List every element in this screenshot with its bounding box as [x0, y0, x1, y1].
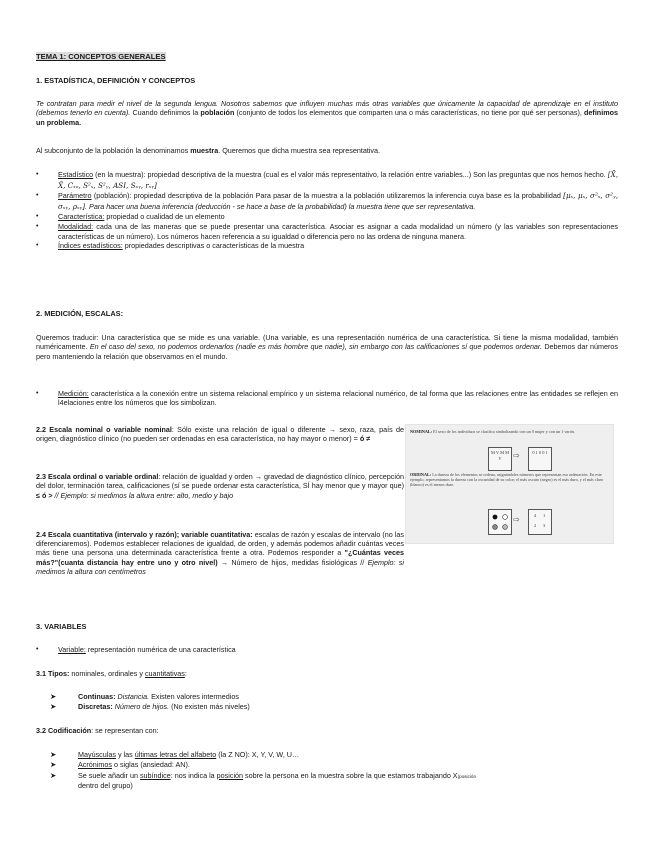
section-3-heading: 3. VARIABLES [36, 622, 87, 631]
figure-nominal-caption: NOMINAL: El sexo de los individuos se clasifica simbolizando con un 0 mujer y con un 1 varón. [410, 429, 575, 434]
list-item: • Modalidad: cada una de las maneras que se puede presentar una característica. Asociar es asignar a cada modalidad un número (y las variables son representaciones características de un número). Los números hacen referencia a su igualdad o diferencia pero no las ordena de ninguna manera. [36, 221, 618, 241]
figure-ordinal-caption: ORDINAL: La dureza de los elementos se ordena, asignándoles números que representan esa ordenación. En este ejemplo, representamos la dureza con la oscuridad de su color; el más oscuro (negro) es el más duro, y el más claro (blanco) es el menos duro. [410, 472, 604, 487]
scales-figure [405, 424, 614, 544]
quantitative-scale-paragraph-start: 2.4 Escala cuantitativa (intervalo y razón); variable cuantitativa: escalas de razón y escalas de intervalo (no las diferenciaremos). Podemos establecer relaciones de igualdad, de orden, y además podemos añadir cuántas veces más tiene una persona una determinada característica frente a otra. Podemos responder a "¿Cuántas veces más?"(cuanta distancia hay entre uno y otro nivel) → Número de hijos, medidas fisiológicas // Ejemplo: si medimos la altura con centímetros [36, 530, 404, 576]
muestra-paragraph: Al subconjunto de la población la denominamos muestra. Queremos que dicha muestra sea representativa. [36, 146, 381, 155]
arrow-bullet-icon: ➤ [50, 750, 57, 759]
coding-line: 3.2 Codificación: se representan con: [36, 726, 159, 735]
types-list [36, 692, 618, 713]
list-item: • Estadístico (en la muestra): propiedad descriptiva de la muestra (cual es el valor más representativo, la relación entre variables...) Son las preguntas que nos hemos hecho. [X̄, X̃, Cₓₒ, S²ₓ, S²ᵧ, ASI, Sₓᵧ, rₓᵧ] [36, 170, 618, 190]
intro-paragraph: Te contratan para medir el nivel de la segunda lengua. Nosotros sabemos que influyen muchas más otras variables que únicamente la capacidad de aprendizaje en el instituto (debemos tenerlo en cuenta). Cuando definimos la población (conjunto de todos los elementos que comparten una o más características, no tiene por qué ser personas), definimos un problema. [36, 99, 618, 127]
ordinal-value: 4 [534, 513, 537, 518]
list-item: ➤ Acrónimos o siglas (ansiedad: AN). [50, 760, 190, 770]
list-item: • Característica: propiedad o cualidad de un elemento [36, 212, 225, 222]
ordinal-scale-paragraph: 2.3 Escala ordinal o variable ordinal: relación de igualdad y orden → gravedad de diagnóstico clínico, percepción del dolor, terminación tarea, calificaciones (sí se puede ordenar esta característica, SÍ hay menor que y mayor que) ≤ ó > // Ejemplo: si medimos la altura entre: alto, medio y bajo [36, 472, 404, 500]
figure-nominal-right-box: 0 1 0 0 1 [528, 447, 552, 471]
hardness-dots-icon [489, 510, 511, 534]
concepts-list [36, 170, 618, 251]
list-item: • Parámetro (población): propiedad descriptiva de la población Para pasar de la muestra a la población utilizaremos la inferencia cuya base es la probabilidad [μₓ, μₓ, σ²ₓ, σ²ᵧ, σₓᵧ, ρₓᵧ]. Para hacer una buena inferencia (deducción - se hace a base de la probabilidad) la muestra tiene que ser representativa. [36, 191, 619, 211]
list-item: • Medición: característica a la conexión entre un sistema relacional empírico y un sistema relacional numérico, de tal forma que las relaciones entre las entidades se reflejen en l4elaciones entre los números que los simbolizan. [36, 389, 618, 408]
nominal-scale-paragraph: 2.2 Escala nominal o variable nominal: Sólo existe una relación de igual o diferente → sexo, raza, país de origen, diagnóstico clínico (no pueden ser ordenadas en esa característica, no hay mayor o menor) = ó ≠ [36, 425, 404, 444]
arrow-bullet-icon: ➤ [50, 692, 57, 701]
variables-list [36, 645, 618, 654]
arrow-right-icon: ⇨ [513, 451, 520, 460]
list-item: ➤ Mayúsculas y las últimas letras del alfabeto (la Z NO): X, Y, V, W, U… [50, 750, 300, 759]
figure-ordinal-left-box [488, 509, 512, 535]
figure-nominal-left-box: M V M M V [488, 447, 512, 471]
measurement-list [36, 389, 618, 408]
ordinal-value: 3 [543, 523, 546, 528]
arrow-bullet-icon: ➤ [50, 760, 57, 770]
page-title: TEMA 1: CONCEPTOS GENERALES [36, 52, 166, 61]
section-1-heading: 1. ESTADÍSTICA, DEFINICIÓN Y CONCEPTOS [36, 76, 196, 85]
measurement-paragraph: Queremos traducir: Una característica que se mide es una variable. (Una variable, es una representación numérica de una característica. Si tiene la misma modalidad, también numéricamente. En el caso del sexo, no podemos ordenarlos (nadie es más hombre que nadie), sin embargo con las calificaciones sí que podemos ordenar. Debemos dar números pero manteniendo la relación que observamos en el mundo. [36, 333, 619, 361]
list-item: • Índices estadísticos: propiedades descriptivas o características de la muestra [36, 241, 305, 251]
section-2-heading: 2. MEDICIÓN, ESCALAS: [36, 309, 124, 318]
types-line: 3.1 Tipos: nominales, ordinales y cuantitativas: [36, 669, 187, 678]
arrow-right-icon: ⇨ [513, 515, 520, 524]
ordinal-value: 1 [543, 513, 546, 518]
arrow-bullet-icon: ➤ [50, 770, 57, 780]
coding-list [36, 750, 618, 791]
ordinal-value: 2 [534, 523, 537, 528]
list-item: ➤ Se suele añadir un subíndice: nos indica la posición sobre la persona en la muestra sobre la que estamos trabajando X(posición dentro del grupo) [50, 770, 476, 791]
list-item: ➤ Discretas: Número de hijos. (No existen más niveles) [50, 702, 250, 712]
arrow-bullet-icon: ➤ [50, 702, 57, 712]
list-item: ➤ Continuas: Distancia. Existen valores intermedios [50, 692, 239, 701]
list-item: • Variable: representación numérica de una característica [36, 645, 236, 654]
figure-ordinal-right-box [528, 509, 552, 535]
